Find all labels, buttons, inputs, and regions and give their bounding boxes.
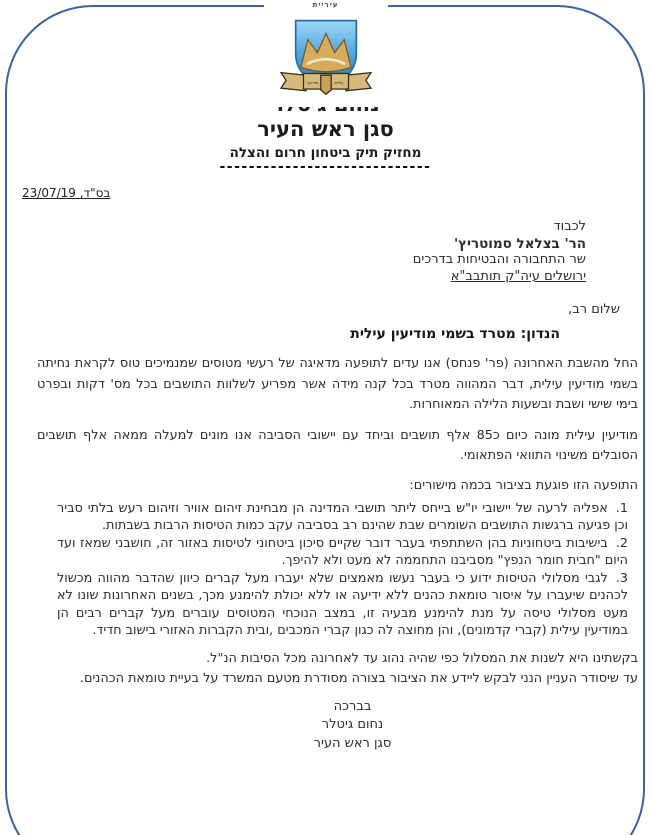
ribbon-banner xyxy=(280,73,370,95)
closing-request: בקשתינו היא לשנות את המסלול כפי שהיה נהוג עד לאחרונה מכל הסיבות הנ"ל. xyxy=(206,650,638,666)
list-item-number: 3. xyxy=(615,570,628,586)
list-item-text: לגבי מסלולי הטיסות ידוע כי בעבר נעשו מאמצים שלא יעברו מעל קברים כיוון שהדבר מהווה מכשול לכהנים שיעברו על איסור טומאת כהנים ללא ידיעה או ללא יכולת להימנע מכך, בשנים האחרונות שונו לא מעט מסלולי טיסה על מנת להימנע מבעיה זו, במצב הנוכחי המטוסים עוברים מעל קברים רבים הן במודיעין עילית (קברי קדמונים), והן מחוצה לה כגון קברי המכבים ,ובית הקברות האזורי בישוב חדיד. xyxy=(57,570,628,638)
signature-name: נחום גיטלר xyxy=(321,717,384,732)
salutation: שלום רב, xyxy=(568,302,620,317)
ribbon-text-right: מודיעין xyxy=(306,79,319,85)
recipient-role: שר התחבורה והבטיחות בדרכים xyxy=(412,252,586,267)
numbered-list xyxy=(13,500,638,640)
list-item xyxy=(57,570,628,640)
letterhead-title: סגן ראש העיר xyxy=(257,117,394,141)
list-item xyxy=(57,535,628,570)
list-item-text: בישיבות ביטחוניות בהן השתתפתי בעבר דובר שקיים סיכון ביטחוני לטיסות באזור זה, חושבני שמאז ועד היום "חבית חומר הנפץ" מסביבנו התחממה לא מעט ולא להיפך. xyxy=(57,535,628,568)
list-item-number: 1. xyxy=(615,500,628,516)
signature-title: סגן ראש העיר xyxy=(313,735,392,751)
letter-content xyxy=(13,186,638,753)
municipality-logo xyxy=(264,0,388,107)
list-item xyxy=(57,500,628,535)
city-emblem-icon xyxy=(274,11,378,103)
ribbon-text-left: עילית xyxy=(334,79,343,85)
signature-regards: בברכה xyxy=(333,698,372,714)
recipient-block xyxy=(13,219,638,285)
closing-block xyxy=(13,649,638,689)
recipient-city: ירושלים עיה"ק תותבב"א xyxy=(450,268,586,284)
list-intro: התופעה הזו פוגעת בציבור בכמה מישורים: xyxy=(409,477,638,493)
paragraph-2: מודיעין עילית מונה כיום כ85 אלף תושבים וביחד עם יישובי הסביבה אנו מונים למעלה ממאה אלף תושבים הסובלים משינוי התוואי הפתאומי. xyxy=(37,427,638,463)
closing-interim: עד שיסודר העניין הנני לבקש ליידע את הציבור בצורה מסודרת מטעם המשרד על בעיית טומאת הכהנים. xyxy=(79,670,638,686)
recipient-name: הר' בצלאל סמוטריץ' xyxy=(453,235,586,252)
dashed-separator: ----------------------------- xyxy=(219,159,432,175)
subject-line: הנדון: מטרד בשמי מודיעין עילית xyxy=(350,326,560,342)
letterhead-subtitle: מחזיק תיק ביטחון חרום והצלה xyxy=(229,145,422,161)
list-item-text: אפליה לרעה של יישובי יו"ש בייחס ליתר תושבי המדינה הן מבחינת זיהום אוויר וזיהום רעש בלתי סביר וכן פגיעה ברגשות התושבים השומרים שבת שהינם רב בסביבה עקב כמות הטיסות הרבות בשבתות. xyxy=(57,500,628,533)
paragraph-1: החל מהשבת האחרונה (פר' פנחס) אנו עדים לתופעה מדאיגה של רעשי מטוסים שמנמיכים טוס לקראת נחיתה בשמי מודיעין עילית, דבר המהווה מטרד בכל קנה מידה אשר מפריע לשלוות התושבים בכל מס' דקות ובפרט בימי שישי ושבת ובשעות הלילה המאוחרות. xyxy=(37,356,638,412)
list-item-number: 2. xyxy=(615,535,628,551)
date-line: בס"ד, 23/07/19 xyxy=(22,186,111,200)
recipient-greeting: לכבוד xyxy=(553,219,586,234)
municipality-label: עיריית xyxy=(312,1,339,9)
signature-block xyxy=(13,698,638,754)
